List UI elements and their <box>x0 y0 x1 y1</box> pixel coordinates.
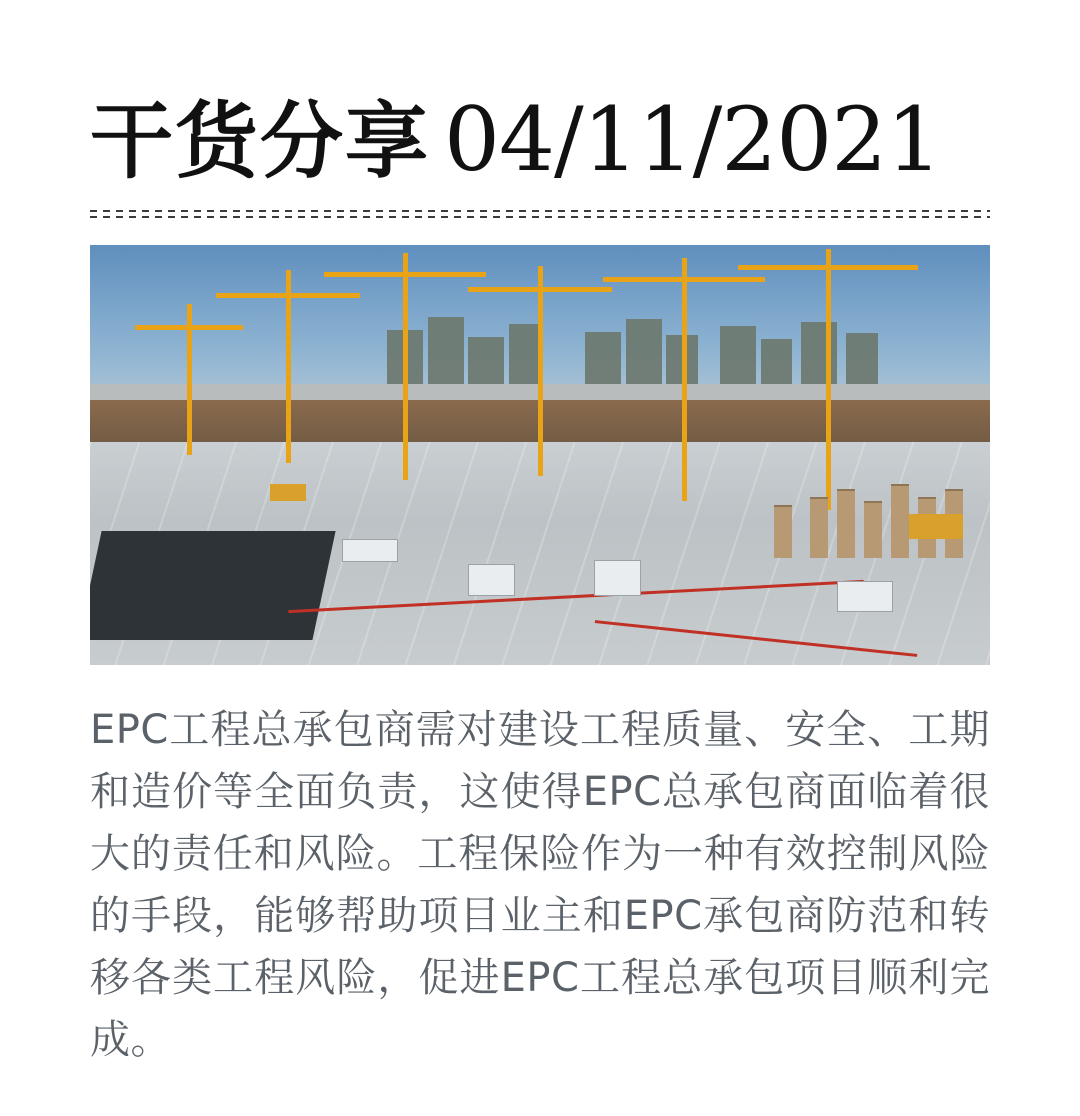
excavator <box>270 484 306 501</box>
site-equipment <box>468 564 515 595</box>
divider-line-top <box>90 210 990 212</box>
dark-tarp-area <box>90 531 336 640</box>
title-divider <box>90 210 990 217</box>
site-equipment <box>594 560 641 596</box>
title-date: 04/11/2021 <box>444 88 942 191</box>
divider-line-bottom <box>90 216 990 218</box>
article-paragraph: EPC工程总承包商需对建设工程质量、安全、工期和造价等全面负责，这使得EPC总承包商面临着很大的责任和风险。工程保险作为一种有效控制风险的手段，能够帮助项目业主和EPC承包商防范和转移各类工程风险，促进EPC工程总承包项目顺利完成。 <box>90 707 990 1063</box>
article-body <box>90 699 990 1071</box>
site-equipment <box>342 539 398 562</box>
tower-crane <box>468 266 612 476</box>
tower-crane <box>135 304 243 455</box>
tower-crane <box>738 249 918 509</box>
page-title <box>90 88 990 191</box>
tower-crane <box>324 253 486 480</box>
site-equipment <box>837 581 893 612</box>
hero-image <box>90 245 990 665</box>
header <box>0 0 1080 217</box>
construction-site-illustration <box>90 245 990 665</box>
excavator <box>909 514 963 539</box>
title-chinese: 干货分享 <box>90 92 430 190</box>
